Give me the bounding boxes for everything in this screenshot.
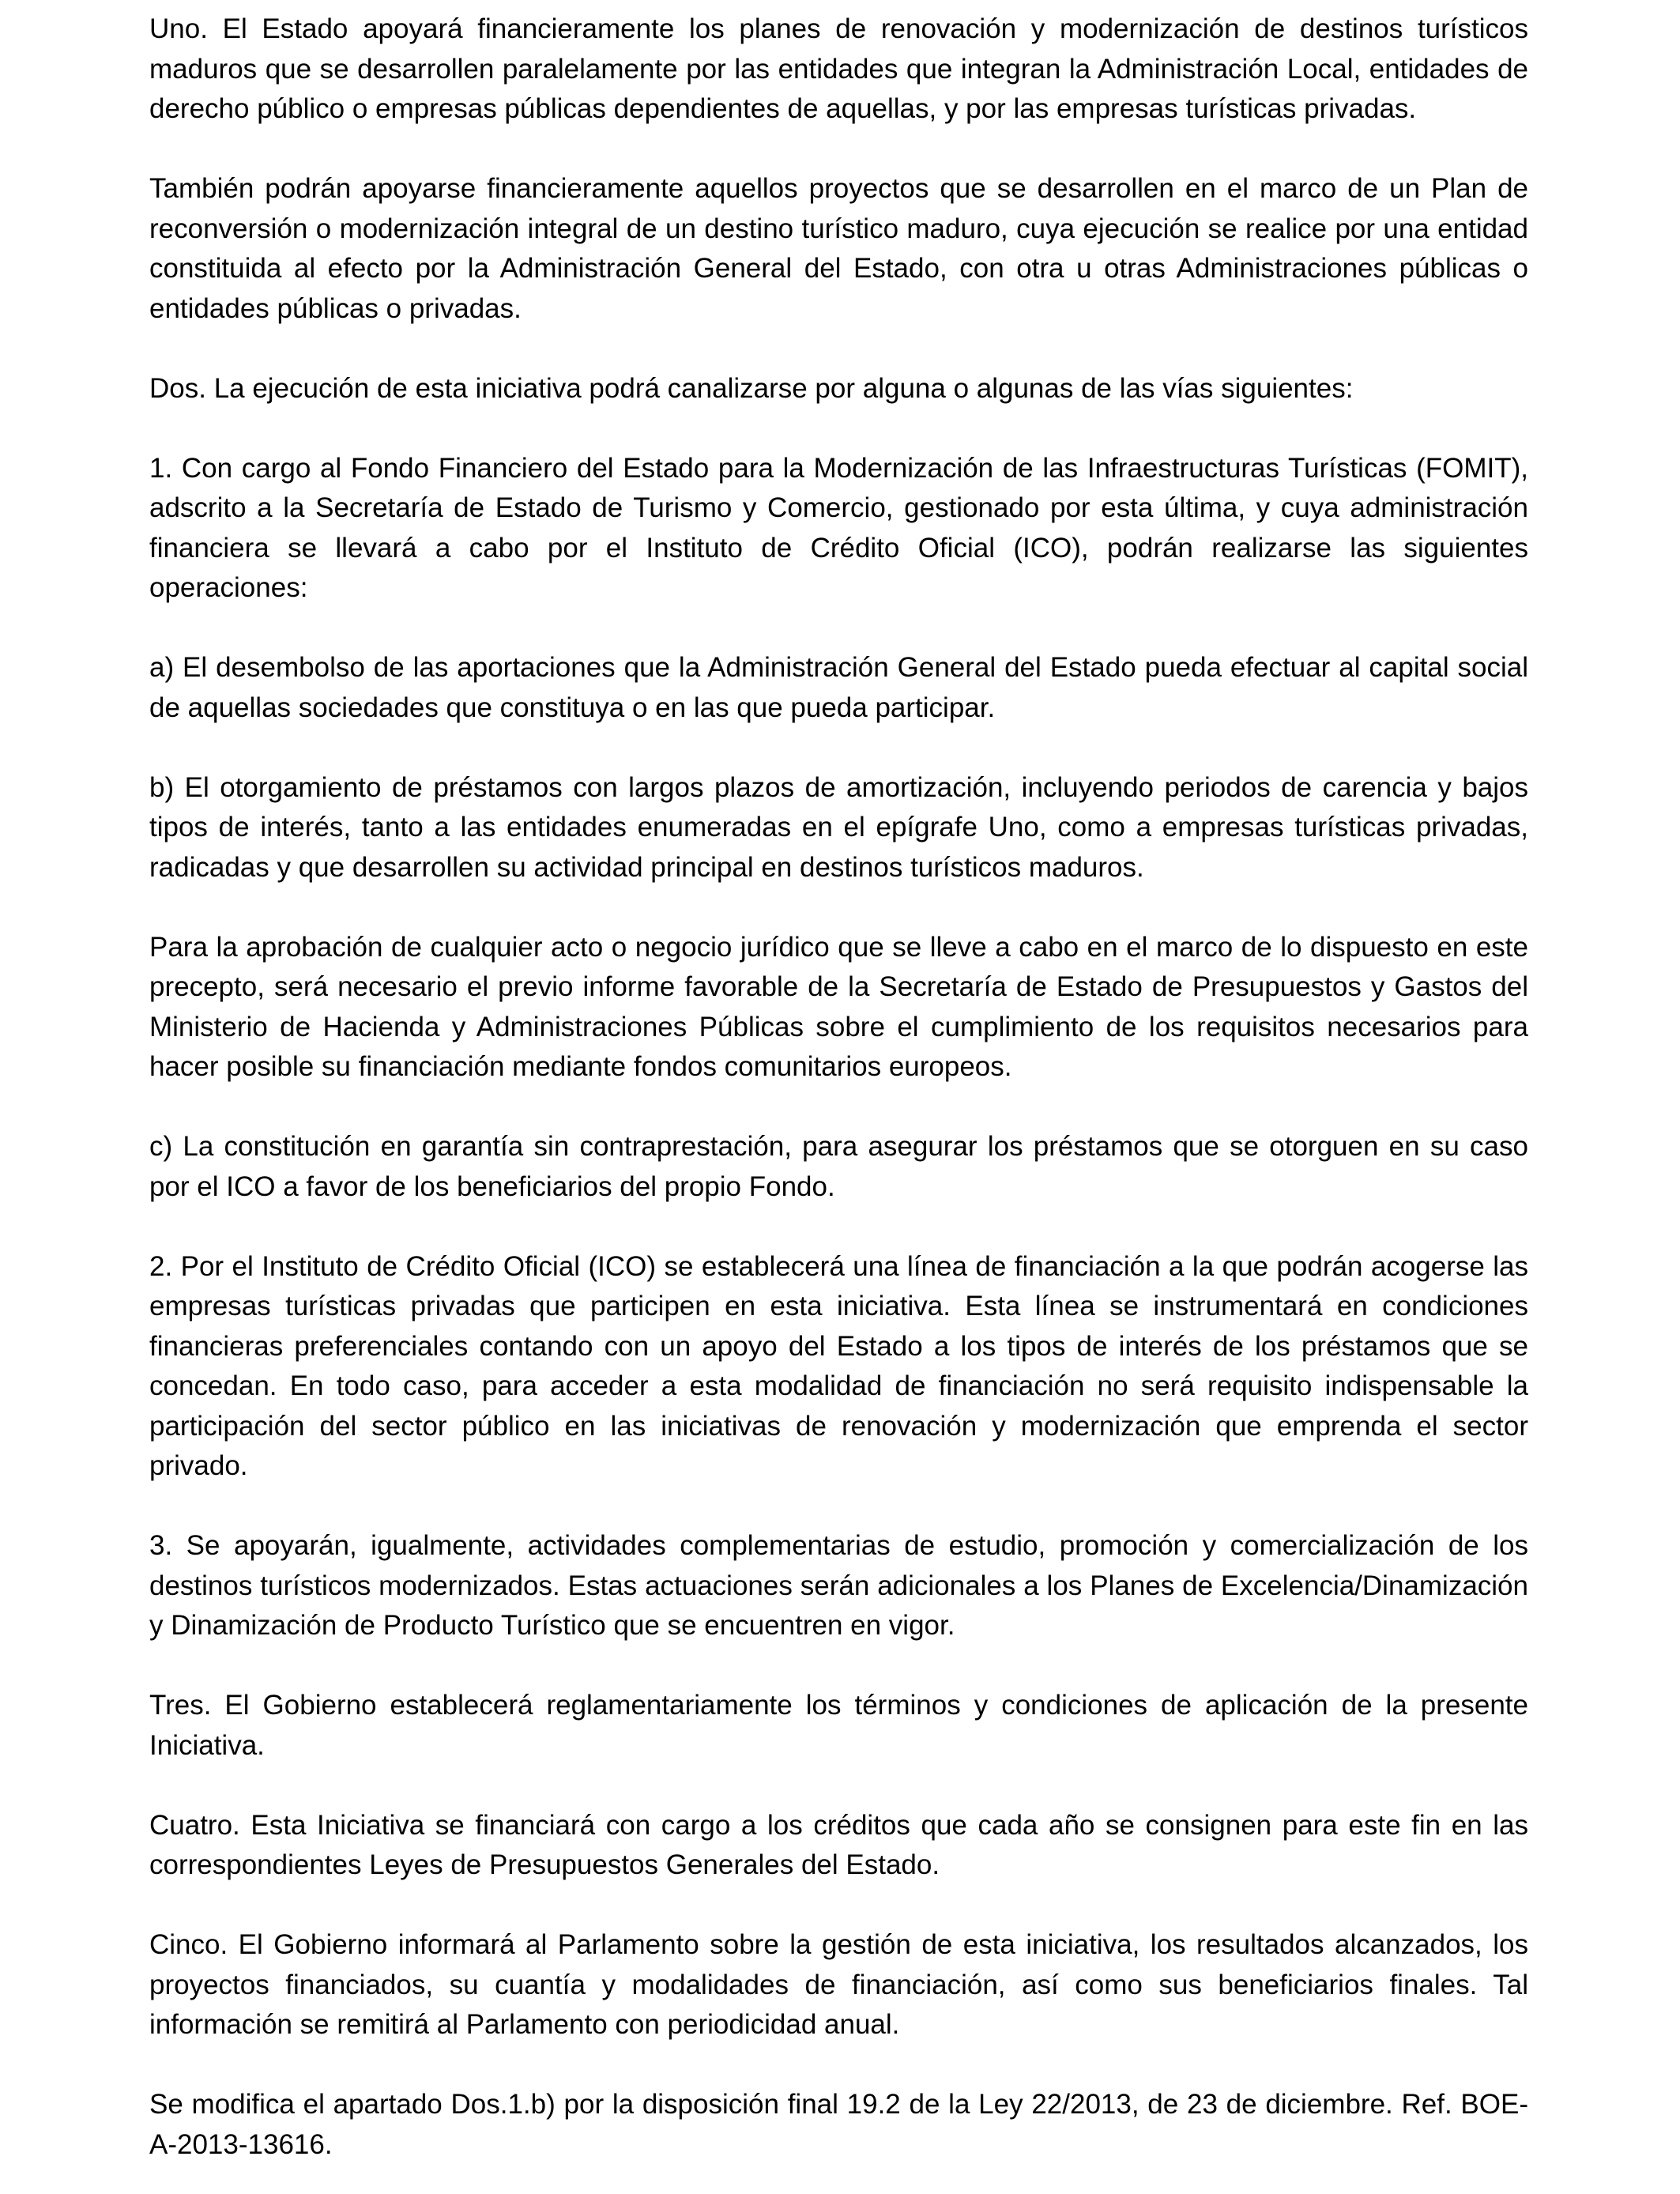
paragraph-aprobacion: Para la aprobación de cualquier acto o negocio jurídico que se lleve a cabo en el marco de lo dispuesto en este precepto, será necesario el previo informe favorable de la Secretaría de Estado de Presupuestos y Gastos del Ministerio de Hacienda y Administraciones Públicas sobre el cumplimiento de los requisitos necesarios para hacer posible su financiación mediante fondos comunitarios europeos. (149, 931, 1528, 1082)
document-body (149, 9, 1528, 2165)
paragraph-modificacion-note: Se modifica el apartado Dos.1.b) por la disposición final 19.2 de la Ley 22/2013, de 23 de diciembre. Ref. BOE-A-2013-13616. (149, 2089, 1528, 2160)
paragraph-dos: Dos. La ejecución de esta iniciativa podrá canalizarse por alguna o algunas de las vías siguientes: (149, 372, 1354, 404)
paragraph-cinco: Cinco. El Gobierno informará al Parlamento sobre la gestión de esta iniciativa, los resultados alcanzados, los proyectos financiados, su cuantía y modalidades de financiación, así como sus beneficiarios finales. Tal información se remitirá al Parlamento con periodicidad anual. (149, 1929, 1528, 2040)
paragraph-dos-1: 1. Con cargo al Fondo Financiero del Estado para la Modernización de las Infraestructuras Turísticas (FOMIT), adscrito a la Secretaría de Estado de Turismo y Comercio, gestionado por esta última, y cuya administración financiera se llevará a cabo por el Instituto de Crédito Oficial (ICO), podrán realizarse las siguientes operaciones: (149, 452, 1528, 603)
paragraph-cuatro: Cuatro. Esta Iniciativa se financiará con cargo a los créditos que cada año se consignen para este fin en las correspondientes Leyes de Presupuestos Generales del Estado. (149, 1809, 1528, 1880)
paragraph-uno: Uno. El Estado apoyará financieramente los planes de renovación y modernización de destinos turísticos maduros que se desarrollen paralelamente por las entidades que integran la Administración Local, entidades de derecho público o empresas públicas dependientes de aquellas, y por las empresas turísticas privadas. (149, 13, 1528, 124)
paragraph-tambien: También podrán apoyarse financieramente aquellos proyectos que se desarrollen en el marco de un Plan de reconversión o modernización integral de un destino turístico maduro, cuya ejecución se realice por una entidad constituida al efecto por la Administración General del Estado, con otra u otras Administraciones públicas o entidades públicas o privadas. (149, 173, 1528, 324)
paragraph-dos-1-b: b) El otorgamiento de préstamos con largos plazos de amortización, incluyendo periodos de carencia y bajos tipos de interés, tanto a las entidades enumeradas en el epígrafe Uno, como a empresas turísticas privadas, radicadas y que desarrollen su actividad principal en destinos turísticos maduros. (149, 771, 1528, 883)
paragraph-dos-3: 3. Se apoyarán, igualmente, actividades complementarias de estudio, promoción y comercialización de los destinos turísticos modernizados. Estas actuaciones serán adicionales a los Planes de Excelencia/Dinamización y Dinamización de Producto Turístico que se encuentren en vigor. (149, 1530, 1528, 1641)
paragraph-dos-2: 2. Por el Instituto de Crédito Oficial (ICO) se establecerá una línea de financiación a la que podrán acogerse las empresas turísticas privadas que participen en esta iniciativa. Esta línea se instrumentará en condiciones financieras preferenciales contando con un apoyo del Estado a los tipos de interés de los préstamos que se concedan. En todo caso, para acceder a esta modalidad de financiación no será requisito indispensable la participación del sector público en las iniciativas de renovación y modernización que emprenda el sector privado. (149, 1250, 1528, 1481)
paragraph-dos-1-a: a) El desembolso de las aportaciones que la Administración General del Estado pueda efectuar al capital social de aquellas sociedades que constituya o en las que pueda participar. (149, 652, 1528, 723)
paragraph-dos-1-c: c) La constitución en garantía sin contraprestación, para asegurar los préstamos que se otorguen en su caso por el ICO a favor de los beneficiarios del propio Fondo. (149, 1131, 1528, 1202)
paragraph-tres: Tres. El Gobierno establecerá reglamentariamente los términos y condiciones de aplicación de la presente Iniciativa. (149, 1690, 1528, 1761)
